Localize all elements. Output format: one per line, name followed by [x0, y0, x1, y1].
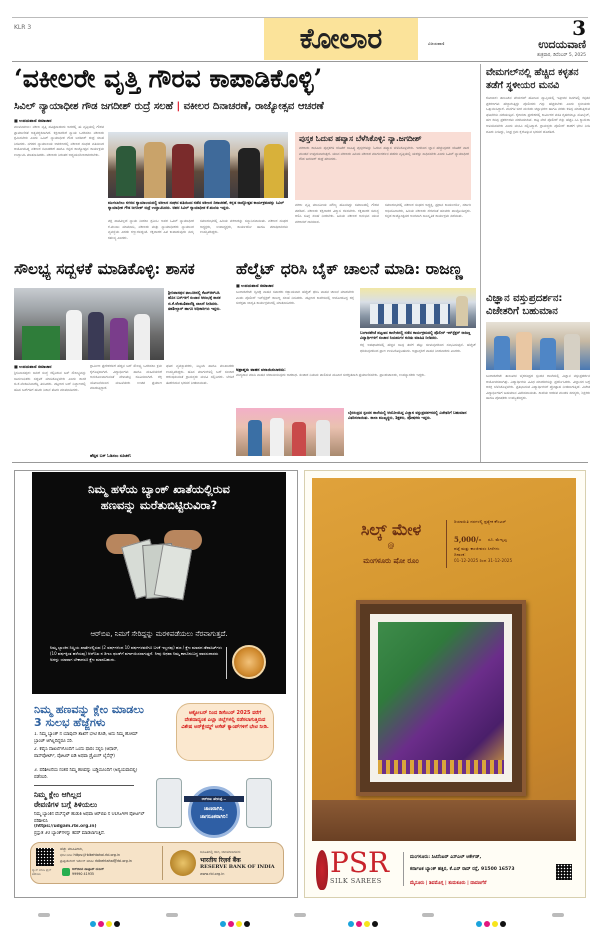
registration-mark	[552, 913, 564, 917]
rbi-tagline: ಆರ್‌ಬಿಐ, ನಿಮಗೆ ಸೇರಿದ್ದನ್ನು ಮರಳಿಪಡೆಯಲು ನೆರವಾಗುತ್ತದೆ.	[90, 630, 228, 638]
subhead-right: ವಕೀಲರ ದಿನಾಚರಣೆ, ರಾಜ್ಯೋತ್ಸವ ಆಚರಣೆ	[183, 101, 324, 112]
lead-photo	[108, 132, 288, 198]
psr-branches: ಮೈಸೂರು | ಶಿವಮೊಗ್ಗ | ತುಮಕೂರು | ದಾವಣಗೆರೆ	[410, 881, 487, 886]
rbi-badge-line-1: ಜಾಣರಾಗಿರಿ,	[203, 806, 225, 812]
rbi-website[interactable]: www.rbi.org.in	[200, 872, 225, 876]
money-in-hands-icon	[104, 528, 204, 598]
science-photo-2	[236, 408, 344, 456]
helmet-body-column-3: ಮದ್ಯಪಾನ ಮಾಡಿ ವಾಹನ ಚಲಾಯಿಸುವುದು ಅಪರಾಧ. ಸಂಚಾರ ನಿಯಮ ಪಾಲಿಸುವ ಮೂಲಕ ಸುರಕ್ಷಿತವಾಗಿ ಪ್ರಯಾಣಿಸಬೇಕು. ಪ್ರಾಂಶುಪಾಲರು, ಉಪನ್ಯಾಸಕರು ಇದ್ದರು.	[236, 373, 426, 377]
rbi-unclaimed-title-line-1: ನಿಮ್ಮ ಕ್ಲೇಂ ಆಗಿಲ್ಲದ	[34, 790, 82, 799]
rbi-lamp-emblem-icon	[232, 645, 266, 679]
psr-brand: PSR	[330, 846, 390, 879]
science-headline: ವಿಜ್ಞಾನ ವಸ್ತುಪ್ರದರ್ಶನ: ವಿಜೇತರಿಗೆ ಬಹುಮಾನ	[486, 293, 563, 317]
silk-offer-price-suffix: ರೂ. ಮೇಲ್ಪಟ್ಟ	[488, 537, 507, 542]
helmet-body-column-1: ಬಂಗಾರಪೇಟೆ: ದ್ವಿಚಕ್ರ ವಾಹನ ಸವಾರರು ಕಡ್ಡಾಯವಾಗಿ ಹೆಲ್ಮೆಟ್ ಧರಿಸಿ ವಾಹನ ಚಾಲನೆ ಮಾಡಬೇಕು ಎಂದು ಪೊಲೀಸ್ ಇನ್‌ಸ್ಪೆಕ್ಟರ್ ರಾಜಣ್ಣ ಸಲಹೆ ನೀಡಿದರು. ಪಟ್ಟಣದ ಕಾಲೇಜಿನಲ್ಲಿ ಆಯೋಜಿಸಿದ್ದ ರಸ್ತೆ ಸುರಕ್ಷತಾ ಜಾಗೃತಿ ಕಾರ್ಯಕ್ರಮದಲ್ಲಿ ಮಾತನಾಡಿದರು.	[236, 290, 354, 306]
rbi-step-3: 3. ಪರಿಶೀಲನೆಯ ನಂತರ ನಿಮ್ಮ ಹಣವನ್ನು ಬಡ್ಡಿಯೊಂದಿಗೆ (ಅನ್ವಯವಾದಲ್ಲಿ) ಪಡೆಯಿರಿ.	[34, 768, 138, 780]
sidebar-headline: ವೇಮಗಲ್‌ನಲ್ಲಿ ಹೆಚ್ಚಿದ ಕಳ್ಳತನ ತಡೆಗೆ ಸ್ಥಳೀಯರ ಮನವಿ	[486, 67, 579, 91]
cmyk-color-bar	[220, 912, 252, 928]
silk-mela-venue: ಮಂಗಳೂರು ಷೋ ರೂಂ	[363, 557, 419, 565]
lead-subhead	[14, 100, 416, 114]
helmet-subhead: ಅಪ್ರಾಪ್ತರು ವಾಹನ ಚಲಾಯಿಸಬಾರದು:	[236, 367, 286, 372]
registration-mark	[422, 913, 434, 917]
saulabhya-headline: ಸೌಲಭ್ಯ ಸದ್ಬಳಕೆ ಮಾಡಿಕೊಳ್ಳಿ: ಶಾಸಕ	[14, 259, 195, 278]
rbi-unclaimed-body: ನಿಮ್ಮ ಬ್ಯಾಂಕಿನ ವೆಬ್‌ಸೈಟ್ ಹುಡುಕಿ ಅಥವಾ ಆರ್‌ಬಿಐ ನ UDGAM ಪೋರ್ಟಲ್ ಪರಿಶೀಲಿಸಿ	[34, 812, 145, 824]
rbi-seal-icon	[170, 850, 196, 876]
helmet-photo-caption: ಬಂಗಾರಪೇಟೆ ಪಟ್ಟಣದ ಕಾಲೇಜಿನಲ್ಲಿ ನಡೆದ ಕಾರ್ಯಕ್ರಮದಲ್ಲಿ ಪೊಲೀಸ್ ಇನ್‌ಸ್ಪೆಕ್ಟರ್ ರಾಜಣ್ಣ ವಿದ್ಯಾರ್ಥಿಗಳಿಗೆ ಸಂಚಾರ ನಿಯಮಗಳ ಕುರಿತು ಮಾಹಿತಿ ನೀಡಿದರು.	[360, 330, 471, 341]
rbi-step-2: 2. ಕೆವೈಸಿ ದಾಖಲೆಗಳೊಂದಿಗೆ ಒಂದು ಫಾರಂ ಸಲ್ಲಿಸಿ (ಆಧಾರ್, ಪಾಸ್‌ಪೋರ್ಟ್, ವೋಟರ್ ಐಡಿ ಅಥವಾ ಡ್ರೈವಿಂಗ್ ಲೈಸೆನ್ಸ್)	[34, 747, 119, 759]
cmyk-color-bar	[90, 912, 122, 928]
rbi-question-line-2: ಹಣವನ್ನು ಮರೆತುಬಿಟ್ಟಿರುವಿರಾ?	[100, 498, 218, 512]
subhead-separator: |	[176, 101, 181, 112]
science-photo	[486, 322, 590, 370]
rbi-unclaimed-title-line-2: ಠೇವಣಿಗಳ ಬಗ್ಗೆ ತಿಳಿಯಲು	[34, 800, 98, 809]
helmet-byline: ■ ಉದಯವಾಣಿ ಸಮಾಚಾರ	[236, 283, 274, 288]
rbi-whatsapp-number[interactable]: 99990 41935	[72, 872, 95, 876]
silk-offer-note: ಪಟ್ಟೆ ಮತ್ತು ಕಾಂಜೀವರಂ ಸೀರೆಗಳು	[454, 546, 500, 551]
rbi-footer-more: ಹೆಚ್ಚು ಮಾಹಿತಿಗಾಗಿ,	[60, 847, 84, 851]
science-body: ಬಂಗಾರಪೇಟೆ: ತಾಲೂಕಿನ ಬೈರಸಂದ್ರದ ಸ್ಪಂದನ ಶಾಲೆಯಲ್ಲಿ ವಿಜ್ಞಾನ ವಸ್ತುಪ್ರದರ್ಶನ ಆಯೋಜಿಸಲಾಗಿತ್ತು. ವಿದ್ಯಾರ್ಥಿಗಳು ವಿವಿಧ ಮಾದರಿಗಳನ್ನು ಪ್ರದರ್ಶಿಸಿದರು. ವಿಜ್ಞಾನದ ಬಗ್ಗೆ ಆಸಕ್ತಿ ಬೆಳೆಸಿಕೊಳ್ಳಬೇಕು. ಪ್ರತಿಭಾವಂತ ವಿದ್ಯಾರ್ಥಿಗಳಿಗೆ ಪ್ರೋತ್ಸಾಹ ನೀಡಲಾಗುತ್ತಿದೆ. ವಿಜೇತ ವಿದ್ಯಾರ್ಥಿಗಳಿಗೆ ಬಹುಮಾನ ವಿತರಿಸಲಾಯಿತು. ಶಾಲೆಯ ಆಡಳಿತ ಮಂಡಳಿ ಸದಸ್ಯರು, ಶಿಕ್ಷಕರು ಹಾಗೂ ಪೋಷಕರು ಉಪಸ್ಥಿತರಿದ್ದರು.	[486, 374, 590, 401]
psr-divider	[403, 852, 404, 886]
silk-mela-title: ಸಿಲ್ಕ್ ಮೇಳ	[360, 520, 422, 539]
cartoon-right-icon	[246, 778, 272, 828]
silk-offer-price: 5,000/-	[454, 535, 482, 544]
issue-date: ಶುಕ್ರವಾರ, ಡಿಸೆಂಬರ್ 5, 2025	[537, 53, 586, 58]
rbi-issued-by: ಜನಹಿತದಲ್ಲಿ ಜಾರಿ, ಜಾರಿಮಾಡಿದವರು	[200, 850, 241, 854]
lead-byline: ■ ಉದಯವಾಣಿ ಸಮಾಚಾರ	[14, 118, 52, 123]
saulabhya-subhead: ಹೆಚ್ಚಿನ ಬಸ್ ಓಡಿಸಲು ಸೂಚನೆ:	[90, 453, 132, 458]
sidebar-rule	[480, 64, 481, 462]
subhead-left: ಸಿವಿಲ್ ನ್ಯಾಯಾಧೀಶ ಗೌಡ ಜಗದೀಶ್ ರುದ್ರೆ ಸಲಹೆ	[14, 101, 173, 112]
rbi-name-hindi: भारतीय रिज़र्व बैंक	[200, 857, 241, 864]
helmet-headline: ಹೆಲ್ಮೆಟ್ ಧರಿಸಿ ಬೈಕ್ ಚಾಲನೆ ಮಾಡಿ: ರಾಜಣ್ಣ	[236, 259, 463, 278]
page-number: 3	[572, 16, 586, 40]
rbi-footer-mail[interactable]: ಪ್ರತಿಕ್ರಿಯೆಗಳಿಗೆ ಇಮೇಲ್ ಮಾಡಿ: rbikehtahai@rbi.org.in	[60, 859, 132, 863]
rbi-steps-title-line-1: ನಿಮ್ಮ ಹಣವನ್ನು ಕ್ಲೇಂ ಮಾಡಲು	[34, 703, 144, 716]
lead-body-column-1: ಮುಳಬಾಗಿಲು: ವಕೀಲ ವೃತ್ತಿ ಪವಿತ್ರವಾದುದು ಅದರಲ್ಲಿ ಈ ವೃತ್ತಿಯಲ್ಲಿ ಗೌರವ ಪ್ರಾಮಾಣಿಕತೆ ಅತ್ಯವಶ್ಯಕವಾಗಿದೆ. ಕಕ್ಷಿದಾರರಿಗೆ ನ್ಯಾಯ ಒದಗಿಸಲು ವಕೀಲರು ಶ್ರಮಿಸಬೇಕು ಎಂದು ಸಿವಿಲ್ ನ್ಯಾಯಾಧೀಶ ಗೌಡ ಜಗದೀಶ್ ರುದ್ರೆ ಸಲಹೆ ನೀಡಿದರು. ನಗರದ ನ್ಯಾಯಾಲಯ ಆವರಣದಲ್ಲಿ ವಕೀಲರ ಸಂಘದ ವತಿಯಿಂದ ಆಯೋಜಿಸಿದ್ದ ವಕೀಲರ ದಿನಾಚರಣೆ ಹಾಗೂ ಕನ್ನಡ ರಾಜ್ಯೋತ್ಸವ ಕಾರ್ಯಕ್ರಮ ಉದ್ಘಾಟಿಸಿ ಮಾತನಾಡಿದರು. ವಕೀಲರು ನಿರಂತರ ಅಧ್ಯಯನಶೀಲರಾಗಿರಬೇಕು.	[14, 125, 104, 157]
rbi-badge-top: ಆರ್‌ಬಿಐ ಹೇಳುತ್ತೆ...	[184, 796, 244, 802]
helmet-photo	[360, 288, 476, 328]
saree-frame	[356, 600, 526, 796]
saulabhya-body-column-3: ಘಟಕ ವ್ಯವಸ್ಥಾಪಕರು, ಸಿಬ್ಬಂದಿ ಹಾಗೂ ಮುಖಂಡರು ಉಪಸ್ಥಿತರಿದ್ದರು. ಹೊಸ ಮಾರ್ಗಗಳಲ್ಲಿ ಬಸ್ ಸಂಚಾರ ಆರಂಭಿಸುವಂತೆ ಗ್ರಾಮಸ್ಥರು ಮನವಿ ಸಲ್ಲಿಸಿದರು. ಬೇಡಿಕೆ ಈಡೇರಿಸುವ ಭರವಸೆ ನೀಡಲಾಯಿತು.	[166, 364, 234, 385]
paper-name: ಉದಯವಾಣಿ	[538, 38, 586, 51]
ads-divider	[12, 462, 588, 463]
rbi-steps-title-line-2: 3 ಸುಲಭ ಹೆಜ್ಜೆಗಳು	[34, 716, 106, 729]
registration-mark	[166, 913, 178, 917]
rbi-whatsapp-label: ಆರ್‌ಬಿಐನ ವಾಟ್ಸಾಪ್ ನಂಬರ್	[72, 867, 104, 871]
helmet-body-column-2: ರಸ್ತೆ ಅಪಘಾತಗಳಲ್ಲಿ ಹೆಚ್ಚಿನ ಸಾವು ತಲೆಗೆ ಪೆಟ್ಟು ಬೀಳುವುದರಿಂದ ಸಂಭವಿಸುತ್ತವೆ. ಹೆಲ್ಮೆಟ್ ಧರಿಸುವುದರಿಂದ ಪ್ರಾಣ ಉಳಿಸಿಕೊಳ್ಳಬಹುದು. ಅಪ್ರಾಪ್ತರಿಗೆ ವಾಹನ ನೀಡಬಾರದು ಎಂದರು.	[360, 343, 476, 353]
rbi-badge	[188, 786, 240, 838]
rbi-camp-bubble: ಅಕ್ಟೋಬರ್ ನಿಂದ ಡಿಸೆಂಬರ್ 2025 ವರೆಗೆ ದೇಶದಾದ್ಯಂತ ಎಲ್ಲಾ ಜಿಲ್ಲೆಗಳಲ್ಲಿ ನಡೆಸಲಾಗುತ್ತಿರುವ ವಿಶೇಷ ಅನ್‌ಕ್ಲೇಮ್ಡ್ ಅಸೆಟ್ ಕ್ಯಾಂಪ್‌ಗಳಿಗೆ ಭೇಟಿ ನೀಡಿ.	[176, 703, 274, 761]
rbi-step-1: 1. ನಿಮ್ಮ ಬ್ಯಾಂಕ್ ನ ಯಾವುದೇ ಶಾಖೆಗೆ ಭೇಟಿ ಕೊಡಿ, ಅದು ನಿಮ್ಮ ಹೋಮ್ ಬ್ರಾಂಚ್ ಆಗಿಲ್ಲದಿದ್ದರೂ ಸರಿ.	[34, 732, 138, 744]
rbi-name-english: RESERVE BANK OF INDIA	[200, 864, 275, 870]
saulabhya-photo	[14, 288, 164, 360]
silk-offer-dates-label: ದಿನಾಂಕ:	[454, 552, 466, 557]
silk-offer-title: ರಿಯಾಯಿತಿ ದರಗಳಲ್ಲಿ ಪ್ರತ್ಯೇಕ ಕೌಂಟರ್	[454, 519, 507, 524]
rbi-scan-label: ಸ್ಕ್ಯಾನ್ ಮಾಡಿ ಫೈಲ್ ಪಡೆಯಿರಿ	[32, 868, 52, 876]
psr-brand-sub: SILK SAREES	[330, 877, 382, 885]
registration-mark	[294, 913, 306, 917]
whatsapp-icon	[62, 868, 70, 876]
saulabhya-photo-caption: ಶ್ರೀನಿವಾಸಪುರ ತಾಲೂಕಿನಲ್ಲಿ ಕೆಎಸ್‌ಆರ್‌ಟಿಸಿ ಹೊಸ ಬಸ್‌ಗಳಿಗೆ ಸಂಚಾರ ಆರಂಭಕ್ಕೆ ಶಾಸಕ ಜಿ.ಕೆ.ವೆಂಕಟಶಿವಾರೆಡ್ಡಿ ಚಾಲನೆ ನೀಡಿದರು. ತಹಶೀಲ್ದಾರ್ ಹಾಗೂ ಅಧಿಕಾರಿಗಳು ಇದ್ದರು.	[168, 290, 221, 312]
paper-tagline: ವಿಜಯವಾಣಿ	[428, 41, 445, 46]
lead-body-column-3: ಸಮಾರಂಭದಲ್ಲಿ ಹಿರಿಯ ವಕೀಲರನ್ನು ಸನ್ಮಾನಿಸಲಾಯಿತು. ವಕೀಲರ ಸಂಘದ ಅಧ್ಯಕ್ಷರು, ಉಪಾಧ್ಯಕ್ಷರು, ಕಾರ್ಯದರ್ಶಿ ಹಾಗೂ ಪದಾಧಿಕಾರಿಗಳು ಉಪಸ್ಥಿತರಿದ್ದರು.	[200, 219, 288, 235]
saulabhya-body-column-1: ಶ್ರೀನಿವಾಸಪುರ: ಸಾರಿಗೆ ಸಂಸ್ಥೆ ಕಲ್ಪಿಸಿರುವ ಬಸ್ ಸೌಲಭ್ಯವನ್ನು ಸಾರ್ವಜನಿಕರು ಸದ್ಬಳಕೆ ಮಾಡಿಕೊಳ್ಳಬೇಕು ಎಂದು ಶಾಸಕ ಜಿ.ಕೆ.ವೆಂಕಟಶಿವಾರೆಡ್ಡಿ ತಿಳಿಸಿದರು. ಪಟ್ಟಣದ ಬಸ್ ನಿಲ್ದಾಣದಲ್ಲಿ ಹೊಸ ಬಸ್‌ಗಳಿಗೆ ಹಸಿರು ನಿಶಾನೆ ತೋರಿ ಮಾತನಾಡಿದರು.	[14, 371, 86, 392]
rbi-question-line-1: ನಿಮ್ಮ ಹಳೆಯ ಬ್ಯಾಂಕ್ ಖಾತೆಯಲ್ಲಿರುವ	[88, 482, 230, 496]
rbi-unclaimed-note: ಪ್ರಸ್ತುತ 30 ಬ್ಯಾಂಕ್‌ಗಳನ್ನು ಕವರ್ ಮಾಡಲಾಗುತ್ತಿದೆ.	[34, 831, 106, 836]
silk-mela-at: @	[387, 542, 395, 550]
rbi-footer-divider	[162, 846, 163, 880]
silk-offer-dates: 01-12-2025 ರಿಂದ 31-12-2025	[454, 558, 513, 563]
lead-headline: ‘ವಕೀಲರೇ ವೃತ್ತಿ ಗೌರವ ಕಾಪಾಡಿಕೊಳ್ಳಿ’	[14, 64, 323, 93]
saulabhya-byline: ■ ಉದಯವಾಣಿ ಸಮಾಚಾರ	[14, 364, 52, 369]
boxed-story-title: ಪುಸ್ತಕ ಓದುವ ಹವ್ಯಾಸ ಬೆಳೆಸಿಕೊಳ್ಳಿ: ನ್ಯಾ.ಜಗದೀಶ್	[299, 134, 422, 143]
boxed-story-column-2: ಸಮಾರಂಭದಲ್ಲಿ ವಕೀಲರ ಸಂಘದ ಅಧ್ಯಕ್ಷ, ಪ್ರಧಾನ ಕಾರ್ಯದರ್ಶಿ, ಸರ್ಕಾರಿ ಅಭಿಯೋಜಕರು, ಹಿರಿಯ ವಕೀಲರು ಸೇರಿದಂತೆ ಹಲವರು ಪಾಲ್ಗೊಂಡಿದ್ದರು. ಕನ್ನಡ ರಾಜ್ಯೋತ್ಸವದ ಅಂಗವಾಗಿ ಸಾಂಸ್ಕೃತಿಕ ಕಾರ್ಯಕ್ರಮ ನಡೆಯಿತು.	[385, 203, 471, 219]
psr-table-surface	[312, 800, 576, 841]
psr-address-line-2: ಕರ್ನಾಟಕ ಬ್ಯಾಂಕ್ ಹತ್ತಿರ, ಕೆ.ಎಸ್ ರಾವ್ ರಸ್ತೆ, 91500 16573	[410, 867, 515, 872]
edition-code: KLR 3	[14, 24, 32, 31]
lead-photo-caption: ಮುಳಬಾಗಿಲು ನಗರದ ನ್ಯಾಯಾಲಯದಲ್ಲಿ ವಕೀಲರ ಸಂಘದ ವತಿಯಿಂದ ನಡೆದ ವಕೀಲರ ದಿನಾಚರಣೆ, ಕನ್ನಡ ರಾಜ್ಯೋತ್ಸವ ಕಾರ್ಯಕ್ರಮವನ್ನು ಸಿವಿಲ್ ನ್ಯಾಯಾಧೀಶ ಗೌಡ ಜಗದೀಶ್ ರುದ್ರೆ ಉದ್ಘಾಟಿಸಿದರು. ಅಪರ ಸಿವಿಲ್ ನ್ಯಾಯಾಧೀಶ ಕೆ.ಮಂಜು ಇದ್ದರು.	[108, 200, 284, 211]
rbi-footer-site[interactable]: ಭೇಟಿ ನೀಡಿ: https://rbikehtahai.rbi.org.in	[60, 853, 120, 857]
rbi-fine-print: ನಿಮ್ಮ ಬ್ಯಾಂಕಿನ ನಿಷ್ಕ್ರಿಯ ಖಾತೆಗಳಲ್ಲಿರುವ (2 ವರ್ಷಗಳಿಂದ 10 ವರ್ಷಗಳವರೆಗೂ ಬಳಕೆ ಇಲ್ಲದವು) ಹಣ / ಕ್ಲೇಂ ಮಾಡದ ಡೆಪಾಸಿಟ್‌ಗಳು (10 ವರ್ಷಕ್ಕಿಂತ ಹಳೆಯವು) ಆರ್‌ಬಿಐ ನ ಡಿಇಎ ಫಂಡ್‌ಗೆ ವರ್ಗಾಯಿಸಲಾಗುತ್ತದೆ. ನೀವು ಅಥವಾ ನಿಮ್ಮ ಕಾನೂನುಬದ್ಧ ವಾರಸುದಾರರು ಅದನ್ನು ಯಾವಾಗ ಬೇಕಾದರೂ ಕ್ಲೇಂ ಮಾಡಬಹುದು.	[50, 645, 222, 662]
silk-mela-divider	[446, 520, 447, 568]
boxed-story-column-1: ವಕೀಲ ವೃತ್ತಿ ಮಾನವೀಯ ಮೌಲ್ಯ ಹೊಂದಿದ್ದು ಸಮಾಜದಲ್ಲಿ ಗೌರವ ಪಡೆದಿದೆ. ವಕೀಲರು ಕಕ್ಷಿದಾರರ ವಿಶ್ವಾಸ ಗಳಿಸಬೇಕು. ಕಕ್ಷಿದಾರರ ಸಮಸ್ಯೆ ಆಲಿಸಿ ಸೂಕ್ತ ಸಲಹೆ ನೀಡಬೇಕು. ಹಿರಿಯ ವಕೀಲರ ಅನುಭವ ಯುವ ವಕೀಲರಿಗೆ ದಾರಿದೀಪ.	[295, 203, 379, 224]
registration-mark	[38, 913, 50, 917]
rbi-badge-line-2: ಜಾಗರೂಕರಾಗಿರಿ!	[200, 814, 228, 820]
udgam-link[interactable]: (https://udgam.rbi.org.in)	[34, 824, 97, 829]
psr-paisley-logo-icon	[316, 850, 328, 890]
lead-body-column-2: ಪಕ್ಷ ಪಾತವಿಲ್ಲದೆ ನ್ಯಾಯ ನೀಡಲು ಶ್ರಮಿಸಿ: ಅಪರ ಸಿವಿಲ್ ನ್ಯಾಯಾಧೀಶ ಕೆ.ಮಂಜು ಮಾತನಾಡಿ, ವಕೀಲರು ಮತ್ತು ನ್ಯಾಯಾಧೀಶರು ನ್ಯಾಯಾಂಗ ವ್ಯವಸ್ಥೆಯ ಎರಡು ಕಣ್ಣುಗಳಿದ್ದಂತೆ. ಕಕ್ಷಿದಾರರ ಹಿತ ಕಾಪಾಡುವುದು ನಮ್ಮ ಕರ್ತವ್ಯ ಎಂದರು.	[108, 219, 194, 240]
boxed-story-body: ವಕೀಲರು ಕಾನೂನು ಪುಸ್ತಕಗಳ ಜೊತೆಗೆ ಸಾಹಿತ್ಯ ಪುಸ್ತಕಗಳನ್ನು ಓದುವ ಹವ್ಯಾಸ ಬೆಳೆಸಿಕೊಳ್ಳಬೇಕು. ಇದರಿಂದ ಜ್ಞಾನ ಹೆಚ್ಚುವುದರ ಜೊತೆಗೆ ವಾದ ಮಂಡನೆ ಉತ್ತಮವಾಗುತ್ತದೆ. ಯುವ ವಕೀಲರು ಹಿರಿಯ ವಕೀಲರ ಮಾರ್ಗದರ್ಶನ ಪಡೆದು ವೃತ್ತಿಯಲ್ಲಿ ಯಶಸ್ಸು ಸಾಧಿಸಬೇಕು ಎಂದು ಸಿವಿಲ್ ನ್ಯಾಯಾಧೀಶ ಗೌಡ ಜಗದೀಶ್ ರುದ್ರೆ ಹೇಳಿದರು.	[299, 146, 469, 162]
rbi-fine-print-divider	[226, 647, 227, 679]
psr-qr-code-icon[interactable]	[556, 864, 572, 880]
science-photo-2-caption: ಬೈರಸಂದ್ರದ ಸ್ಪಂದನ ಶಾಲೆಯಲ್ಲಿ ಆಯೋಜಿಸಿದ್ದ ವಿಜ್ಞಾನ ವಸ್ತುಪ್ರದರ್ಶನದಲ್ಲಿ ವಿಜೇತರಿಗೆ ಬಹುಮಾನ ವಿತರಿಸಲಾಯಿತು. ಶಾಲಾ ಮುಖ್ಯಸ್ಥರು, ಶಿಕ್ಷಕರು, ಪೋಷಕರು ಇದ್ದರು.	[348, 410, 467, 421]
cmyk-color-bar	[348, 912, 380, 928]
saulabhya-body-column-2: ಗ್ರಾಮೀಣ ಪ್ರದೇಶಗಳಿಗೆ ಹೆಚ್ಚಿನ ಬಸ್ ಸೌಲಭ್ಯ ಒದಗಿಸಲು ಕ್ರಮ ಕೈಗೊಳ್ಳಲಾಗಿದೆ. ವಿದ್ಯಾರ್ಥಿಗಳು ಹಾಗೂ ಮಹಿಳೆಯರಿಗೆ ಅನುಕೂಲವಾಗುವಂತೆ ವೇಳಾಪಟ್ಟಿ ರೂಪಿಸಲಾಗಿದೆ. ಶಕ್ತಿ ಯೋಜನೆಯಿಂದ ಮಹಿಳೆಯರು ಉಚಿತ ಪ್ರಯಾಣ ಮಾಡುತ್ತಿದ್ದಾರೆ.	[90, 364, 162, 391]
section-title: ಕೋಲಾರ	[299, 22, 383, 55]
rbi-steps-divider	[34, 785, 134, 786]
qr-code-icon[interactable]	[36, 848, 54, 866]
sidebar-body: ಕೋಲಾರ: ತಾಲೂಕಿನ ವೇಮಗಲ್ ಹೋಬಳಿ ವ್ಯಾಪ್ತಿಯಲ್ಲಿ ಇತ್ತೀಚಿನ ದಿನಗಳಲ್ಲಿ ಕಳ್ಳತನ ಪ್ರಕರಣಗಳು ಹೆಚ್ಚಾಗುತ್ತಿದ್ದು ಪೊಲೀಸರು ಗಸ್ತು ಹೆಚ್ಚಿಸಬೇಕು ಎಂದು ಸ್ಥಳೀಯರು ಒತ್ತಾಯಿಸಿದ್ದಾರೆ. ಮನೆಗಳ ಬೀಗ ಮುರಿದು ಚಿನ್ನಾಭರಣ ಹಾಗೂ ನಗದು ಕಳವು ಮಾಡುತ್ತಿರುವ ಘಟನೆಗಳು ನಡೆಯುತ್ತಿವೆ. ಕೈಗಾರಿಕಾ ಪ್ರದೇಶದಲ್ಲಿ ಕಾರ್ಮಿಕರ ವಸತಿ ಗೃಹಗಳಲ್ಲೂ ಮೊಬೈಲ್, ಹಣ ಕಳವು ಪ್ರಕರಣಗಳು ವರದಿಯಾಗಿವೆ. ರಾತ್ರಿ ವೇಳೆ ಪೊಲೀಸ್ ಗಸ್ತು ಹೆಚ್ಚಿಸಿ ಸಿಸಿ ಕ್ಯಾಮೆರಾ ಅಳವಡಿಸಬೇಕು ಎಂದು ಮನವಿ ಸಲ್ಲಿಸಿದ್ದಾರೆ. ಗ್ರಾಮಸ್ಥರು ಪೊಲೀಸ್ ಠಾಣೆಗೆ ಭೇಟಿ ನೀಡಿ ದೂರು ನೀಡಿದ್ದು, ಶೀಘ್ರ ಕ್ರಮ ಕೈಗೊಳ್ಳುವ ಭರವಸೆ ದೊರೆತಿದೆ.	[486, 96, 590, 134]
psr-address-line-1: ಮಂಗಳೂರು: ಸಿಟಿಸೆಂಟರ್ ಎಸ್‌ಎಲ್ ಆರ್ಕೇಡ್,	[410, 855, 482, 860]
cmyk-color-bar	[476, 912, 508, 928]
